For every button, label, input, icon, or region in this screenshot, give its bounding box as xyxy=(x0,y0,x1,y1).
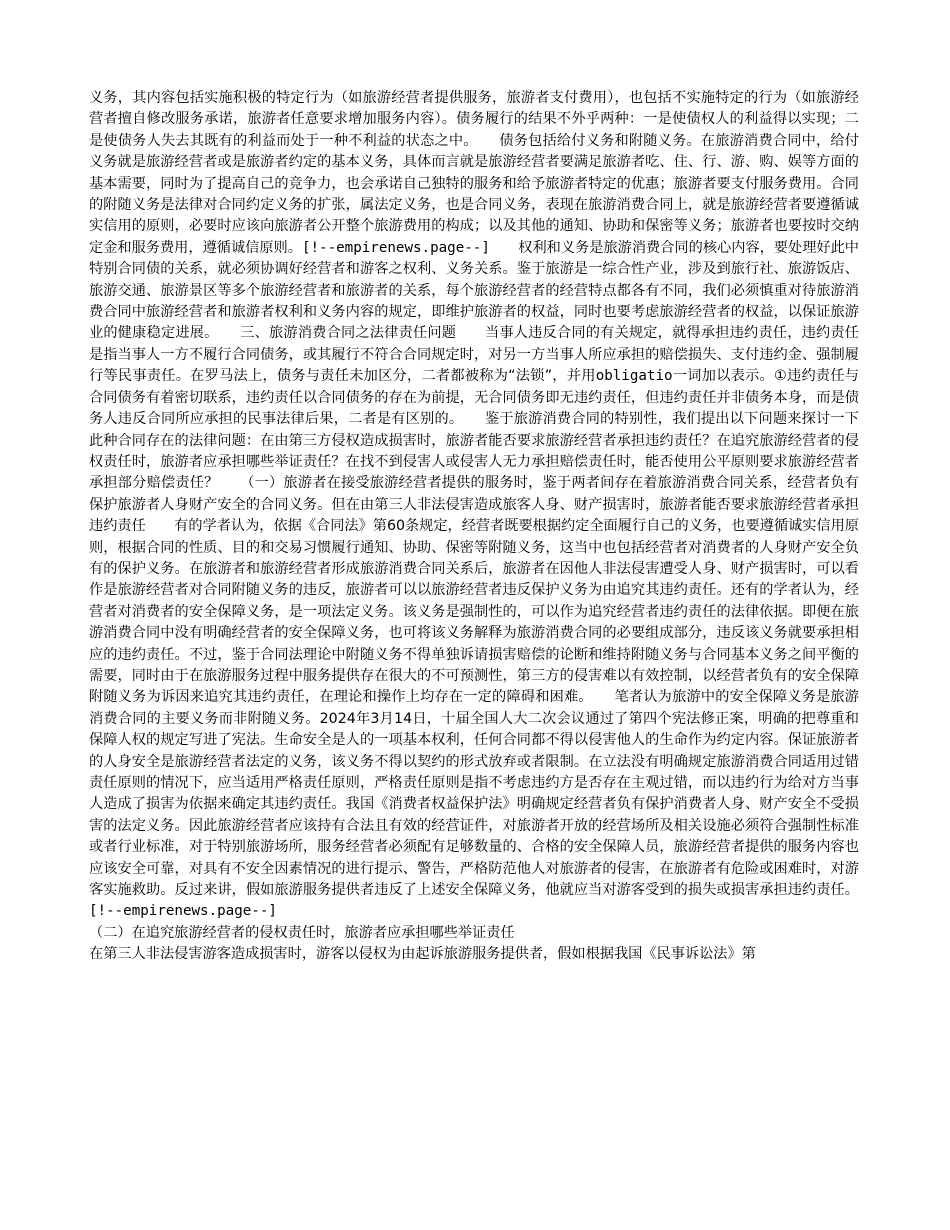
page-marker: [!--empirenews.page--] xyxy=(301,239,490,256)
document-body xyxy=(89,88,859,966)
body-paragraph xyxy=(89,88,859,923)
section-heading: （二）在追究旅游经营者的侵权责任时，旅游者应承担哪些举证责任 xyxy=(89,924,515,941)
paragraph-text-2: 权利和义务是旅游消费合同的核心内容，要处理好此中特别合同债的关系，就必须协调好经营者和游客之权利、义务关系。鉴于旅游是一综合性产业，涉及到旅行社、旅游饭店、旅游交通、旅游景区等多个旅游经营者和旅游者的关系，每个旅游经营者的经营特点都各有不同，我们必须慎重对待旅游消费合同中旅游经营者和旅游者权利和义务内容的规定，即维护旅游者的权益，同时也要考虑旅游经营者的权益，以保证旅游业的健康稳定进展。 三、旅游消费合同之法律责任问题 当事人违反合同的有关规定，就得承担违约责任，违约责任是指当事人一方不履行合同债务，或其履行不符合合同规定时，对另一方当事人所应承担的赔偿损失、支付违约金、强制履行等民事责任。在罗马法上，债务与责任未加区分，二者都被称为“法锁”，并用 xyxy=(89,239,859,385)
body-paragraph: 在第三人非法侵害游客造成损害时，游客以侵权为由起诉旅游服务提供者，假如根据我国《民事诉讼法》第 xyxy=(89,946,756,963)
paragraph-text-3: 一词加以表示。①违约责任与合同债务有着密切联系，违约责任以合同债务的存在为前提，无合同债务即无违约责任，但违约责任并非债务本身，而是债务人违反合同所应承担的民事法律后果，二者是有区别的。 鉴于旅游消费合同的特别性，我们提出以下问题来探讨一下此种合同存在的法律问题：在由第三方侵权造成损害时，旅游者能否要求旅游经营者承担违约责任？在追究旅游经营者的侵权责任时，旅游者应承担哪些举证责任？在找不到侵害人或侵害人无力承担赔偿责任时，能否使用公平原则要求旅游经营者承担部分赔偿责任？ （一）旅游者在接受旅游经营者提供的服务时，鉴于两者间存在着旅游消费合同关系，经营者负有保护旅游者人身财产安全的合同义务。但在由第三人非法侵害造成旅客人身、财产损害时，旅游者能否要求旅游经营者承担违约责任 有的学者认为，依据《合同法》第60条规定，经营者既要根据约定全面履行自己的义务，也要遵循诚实信用原则，根据合同的性质、目的和交易习惯履行通知、协助、保密等附随义务，这当中也包括经营者对消费者的人身财产安全负有的保护义务。在旅游者和旅游经营者形成旅游消费合同关系后，旅游者在因他人非法侵害遭受人身、财产损害时，可以看作是旅游经营者对合同附随义务的违反，旅游者可以以旅游经营者违反保护义务为由追究其违约责任。还有的学者认为，经营者对消费者的安全保障义务，是一项法定义务。该义务是强制性的，可以作为追究经营者违约责任的法律依据。即便在旅游消费合同中没有明确经营者的安全保障义务，也可将该义务解释为旅游消费合同的必要组成部分，违反该义务就要承担相应的违约责任。不过，鉴于合同法理论中附随义务不得单独诉请损害赔偿的论断和维持附随义务与合同基本义务之间平衡的需要，同时由于在旅游服务过程中服务提供存在很大的不可预测性，第三方的侵害难以有效控制，以经营者负有的安全保障附随义务为诉因来追究其违约责任，在理论和操作上均存在一定的障碍和困难。 笔者认为旅游中的安全保障义务是旅游消费合同的主要义务而非附随义务。2024年3月14日，十届全国人大二次会议通过了第四个宪法修正案，明确的把尊重和保障人权的规定写进了宪法。生命安全是人的一项基本权利，任何合同都不得以侵害他人的生命作为约定内容。保证旅游者的人身安全是旅游经营者法定的义务，该义务不得以契约的形式放弃或者限制。在立法没有明确规定旅游消费合同适用过错责任原则的情况下，应当适用严格责任原则，严格责任原则是指不考虑违约方是否存在主观过错，而以违约行为给对方当事人造成了损害为依据来确定其违约责任。我国《消费者权益保护法》明确规定经营者负有保护消费者人身、财产安全不受损害的法定义务。因此旅游经营者应该持有合法且有效的经营证件，对旅游者开放的经营场所及相关设施必须符合强制性标准或者行业标准，对于特别旅游场所，服务经营者必须配有足够数量的、合格的安全保障人员，旅游经营者提供的服务内容也应该安全可靠，对具有不安全因素情况的进行提示、警告，严格防范他人对旅游者的侵害，在旅游者有危险或困难时，对游客实施救助。反过来讲，假如旅游服务提供者违反了上述安全保障义务，他就应当对游客受到的损失或损害承担违约责任。 xyxy=(89,368,859,899)
paragraph-text-1: 义务，其内容包括实施积极的特定行为（如旅游经营者提供服务，旅游者支付费用），也包括不实施特定的行为（如旅游经营者擅自修改服务承诺，旅游者任意要求增加服务内容）。债务履行的结果不外乎两种：一是使债权人的利益得以实现；二是使债务人失去其既有的利益而处于一种不利益的状态之中。 债务包括给付义务和附随义务。在旅游消费合同中，给付义务就是旅游经营者或是旅游者约定的基本义务，具体而言就是旅游经营者要满足旅游者吃、住、行、游、购、娱等方面的基本需要，同时为了提高自己的竞争力，也会承诺自己独特的服务和给予旅游者特定的优惠；旅游者要支付服务费用。合同的附随义务是法律对合同约定义务的扩张，属法定义务，也是合同义务，表现在旅游消费合同上，就是旅游经营者要遵循诚实信用的原则，必要时应该向旅游者公开整个旅游费用的构成；以及其他的通知、协助和保密等义务；旅游者也要按时交纳定金和服务费用，遵循诚信原则。 xyxy=(89,90,859,256)
latin-term: obligatio xyxy=(595,368,673,385)
page-marker: [!--empirenews.page--] xyxy=(89,903,277,920)
